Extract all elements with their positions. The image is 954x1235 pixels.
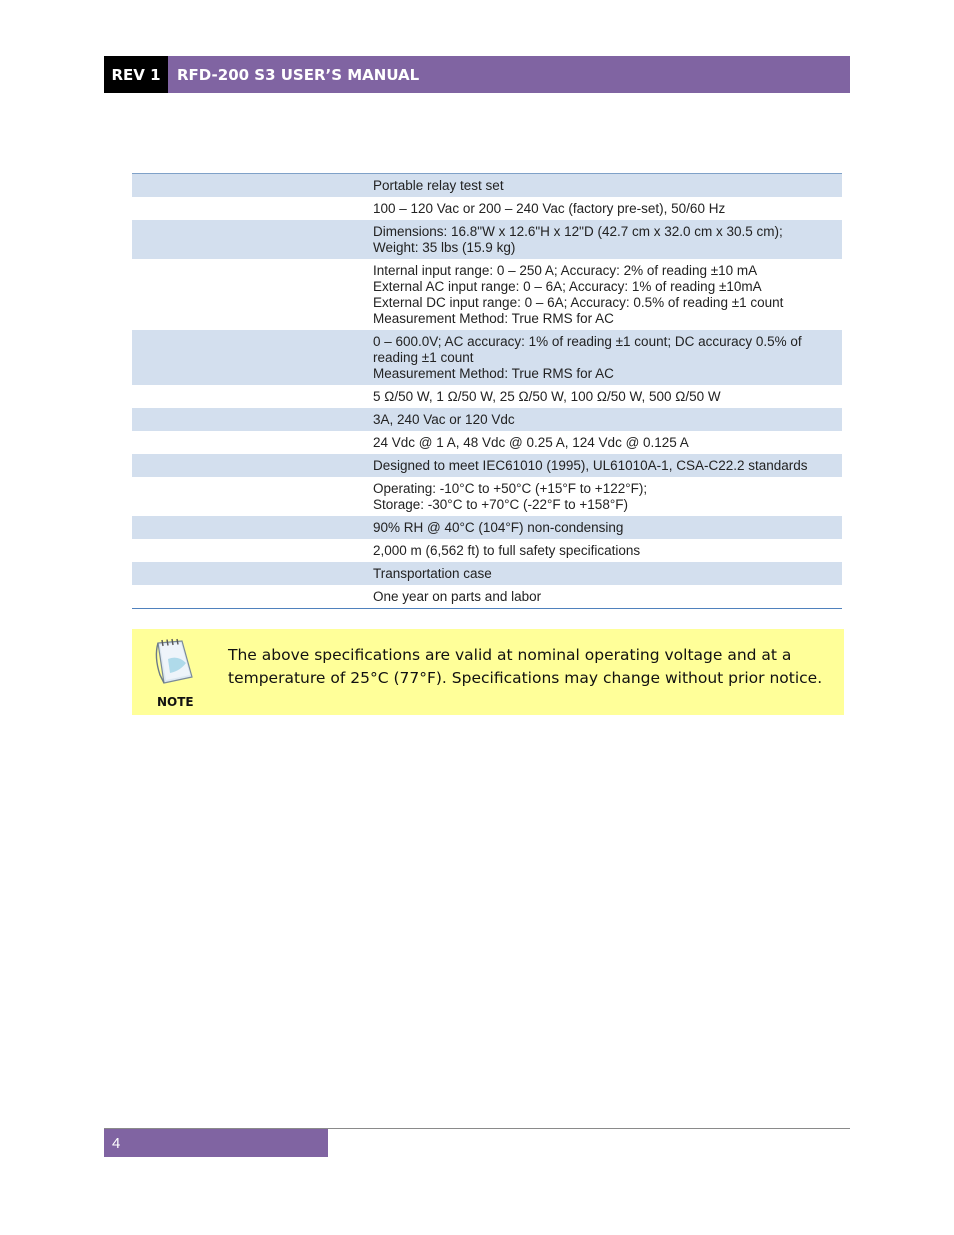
spec-value: 100 – 120 Vac or 200 – 240 Vac (factory pre-set), 50/60 Hz: [373, 201, 726, 216]
table-row: [132, 516, 842, 539]
spec-value: Operating: -10°C to +50°C (+15°F to +122°F); Storage: -30°C to +70°C (-22°F to +158°F): [373, 481, 648, 512]
table-row: [132, 220, 842, 259]
spec-value: Dimensions: 16.8"W x 12.6"H x 12"D (42.7 cm x 32.0 cm x 30.5 cm); Weight: 35 lbs (15.9 kg): [373, 224, 783, 255]
spec-value: Transportation case: [373, 566, 492, 581]
table-row: [132, 197, 842, 220]
table-row: [132, 174, 842, 197]
page-header: [104, 56, 850, 93]
spec-value: Designed to meet IEC61010 (1995), UL61010A-1, CSA-C22.2 standards: [373, 458, 808, 473]
table-row: [132, 408, 842, 431]
spec-value: 0 – 600.0V; AC accuracy: 1% of reading ±1 count; DC accuracy 0.5% of reading ±1 count Measurement Method: True RMS for AC: [373, 334, 802, 381]
page-number: 4: [104, 1129, 328, 1157]
table-row: [132, 539, 842, 562]
table-row: [132, 454, 842, 477]
table-row: [132, 385, 842, 408]
spec-value: One year on parts and labor: [373, 589, 542, 604]
table-row: [132, 562, 842, 585]
specifications-table: [132, 173, 842, 609]
spec-value: Portable relay test set: [373, 178, 504, 193]
revision-label: REV 1: [104, 56, 168, 93]
spec-value: 24 Vdc @ 1 A, 48 Vdc @ 0.25 A, 124 Vdc @ 0.125 A: [373, 435, 689, 450]
spec-value: Internal input range: 0 – 250 A; Accuracy: 2% of reading ±10 mA External AC input range: 0 – 6A; Accuracy: 1% of reading ±10mA External DC input range: 0 – 6A; Accuracy: 0.5% of reading ±1 count Measurement Method: True RMS for AC: [373, 263, 784, 326]
spec-value: 90% RH @ 40°C (104°F) non-condensing: [373, 520, 624, 535]
spec-value: 2,000 m (6,562 ft) to full safety specifications: [373, 543, 641, 558]
note-text: The above specifications are valid at nominal operating voltage and at a temperature of 25°C (77°F). Specifications may change without prior notice.: [228, 646, 823, 687]
spec-value: 3A, 240 Vac or 120 Vdc: [373, 412, 515, 427]
manual-title: RFD-200 S3 USER’S MANUAL: [168, 56, 850, 93]
note-callout: [132, 629, 844, 715]
table-row: [132, 431, 842, 454]
spec-value: 5 Ω/50 W, 1 Ω/50 W, 25 Ω/50 W, 100 Ω/50 W, 500 Ω/50 W: [373, 389, 721, 404]
table-row: [132, 330, 842, 385]
notepad-icon: [148, 637, 200, 689]
table-row: [132, 259, 842, 330]
note-label: NOTE: [157, 695, 194, 709]
table-row: [132, 585, 842, 608]
table-row: [132, 477, 842, 516]
